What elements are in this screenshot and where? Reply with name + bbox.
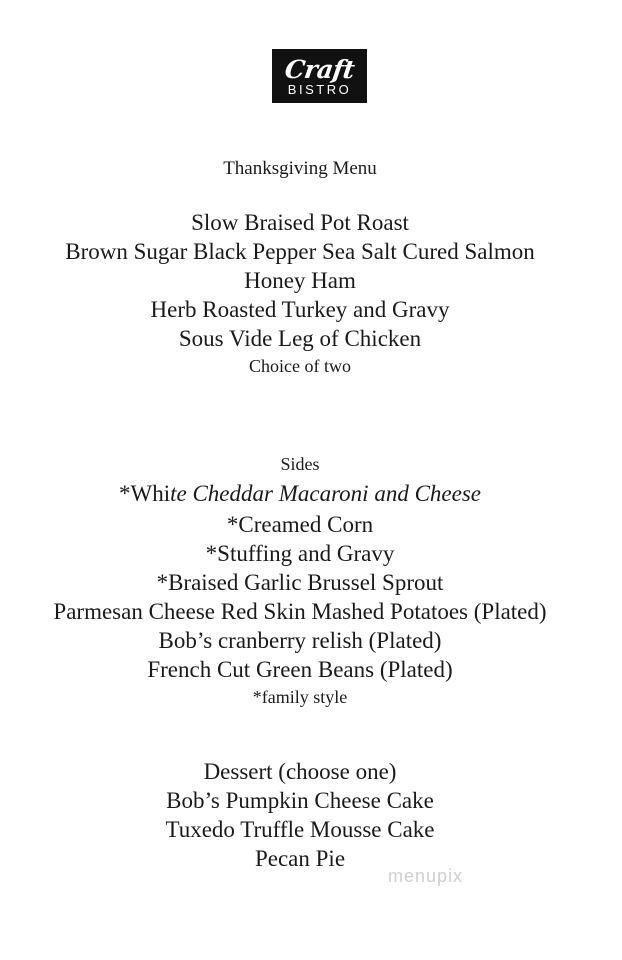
dessert-item: Pecan Pie — [254, 846, 346, 871]
side-item: *Braised Garlic Brussel Sprout — [156, 570, 444, 595]
side-item: Parmesan Cheese Red Skin Mashed Potatoes (Plated) — [53, 599, 547, 624]
dessert-item: Tuxedo Truffle Mousse Cake — [165, 817, 435, 842]
logo-script-text: Craft — [282, 54, 357, 84]
mains-note: Choice of two — [249, 356, 351, 376]
main-item: Herb Roasted Turkey and Gravy — [150, 297, 450, 322]
side-item-prefix: *Whi — [119, 481, 171, 506]
sides-note: *family style — [252, 687, 348, 707]
side-item: *Creamed Corn — [226, 512, 374, 537]
sides-heading: Sides — [280, 454, 320, 474]
main-item: Slow Braised Pot Roast — [191, 210, 409, 235]
main-item: Brown Sugar Black Pepper Sea Salt Cured Salmon — [65, 239, 535, 264]
dessert-heading: Dessert (choose one) — [203, 759, 397, 784]
main-item: Honey Ham — [244, 268, 356, 293]
menu-title: Thanksgiving Menu — [223, 158, 377, 179]
side-item-italic: te Cheddar Macaroni and Cheese — [170, 481, 481, 506]
craft-bistro-logo — [272, 49, 367, 103]
side-item: *Stuffing and Gravy — [205, 541, 395, 566]
main-item: Sous Vide Leg of Chicken — [178, 326, 422, 351]
side-item: French Cut Green Beans (Plated) — [147, 657, 453, 682]
dessert-item: Bob’s Pumpkin Cheese Cake — [166, 788, 434, 813]
logo-sub-text: BISTRO — [287, 81, 352, 97]
side-item — [0, 481, 600, 507]
side-item: Bob’s cranberry relish (Plated) — [158, 628, 442, 653]
menupix-watermark: menupix — [388, 866, 464, 886]
